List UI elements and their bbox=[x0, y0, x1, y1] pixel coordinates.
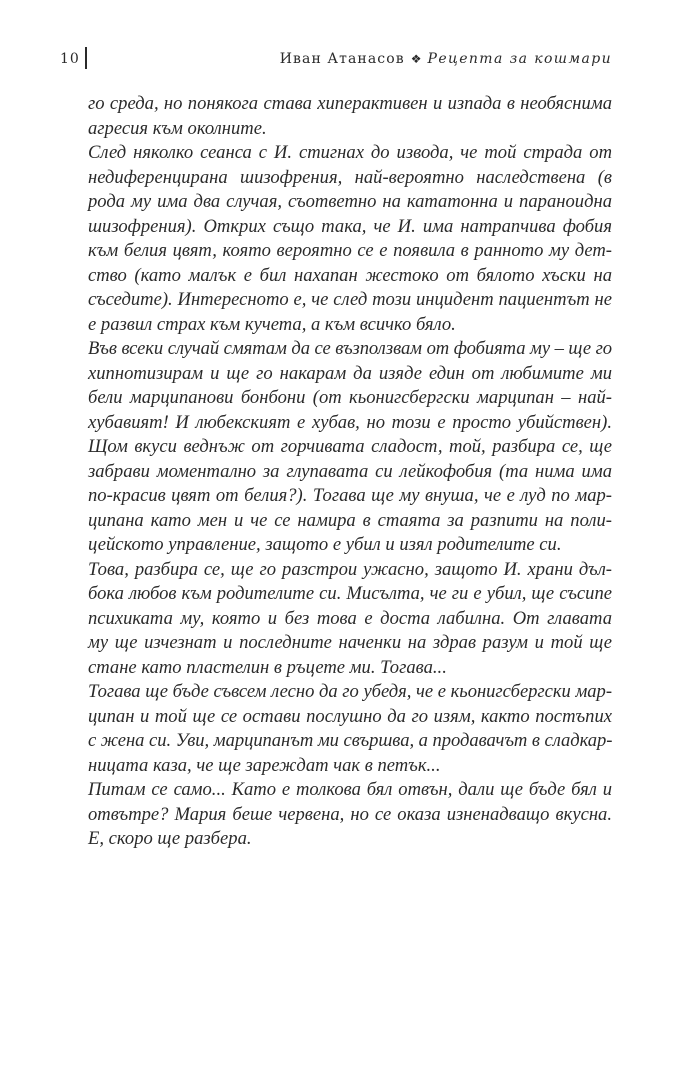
text-line: рода му има два случая, съответно на кататонна и параноидна bbox=[88, 191, 612, 212]
text-line: психиката му, която и без това е доста лабилна. От главата bbox=[88, 607, 612, 629]
header-divider bbox=[85, 47, 87, 69]
text-line: След няколко сеанса с И. стигнах до извода, че той страда от bbox=[88, 142, 612, 163]
running-head bbox=[280, 51, 612, 67]
text-line: Това, разбира се, ще го разстрои ужасно, защото И. храни дъл- bbox=[88, 558, 612, 580]
text-line: шизофрения). Открих също така, че И. има натрапчива фобия bbox=[88, 215, 612, 237]
text-line: отвътре? Мария беше червена, но се оказа изненадващо вкусна. bbox=[88, 803, 612, 825]
text-line: ципана като мен и че се намира в стаята за разпити на поли- bbox=[88, 509, 612, 531]
text-line: ципан и той ще се остави послушно да го изям, както постъпих bbox=[88, 705, 612, 727]
page-number: 10 bbox=[60, 51, 80, 67]
paragraph bbox=[88, 558, 612, 681]
text-line: по-красив цвят от белия?). Тогава ще му внуша, че е луд по мар- bbox=[88, 485, 612, 506]
text-line: агресия към околните. bbox=[88, 117, 267, 139]
text-line: Питам се само... Като е толкова бял отвън, дали ще бъде бял и bbox=[88, 779, 612, 800]
text-line: Във всеки случай смятам да се възползвам от фобията му – ще го bbox=[88, 338, 612, 359]
text-line: Щом вкуси веднъж от горчивата сладост, той, разбира се, ще bbox=[88, 436, 612, 457]
text-line: съседите). Интересното е, че след този инцидент пациентът не bbox=[88, 289, 612, 310]
paragraph bbox=[88, 778, 612, 852]
paragraph bbox=[88, 337, 612, 558]
paragraph bbox=[88, 680, 612, 778]
text-line: цейското управление, защото е убил и изял родителите си. bbox=[88, 534, 562, 555]
text-line: забрави моментално за глупавата си лейкофобия (та нима има bbox=[88, 460, 612, 482]
text-line: Е, скоро ще разбера. bbox=[88, 828, 252, 849]
text-line: му ще изчезнат и последните наченки на здрав разум и той ще bbox=[88, 632, 612, 653]
diamond-ornament-icon: ❖ bbox=[410, 52, 422, 66]
text-line: бели марципанови бонбони (от кьонигсбергски марципан – най- bbox=[88, 387, 612, 408]
text-line: с жена си. Уви, марципанът ми свършва, а продавачът в сладкар- bbox=[88, 730, 613, 751]
page-header bbox=[0, 47, 700, 71]
paragraph bbox=[88, 141, 612, 337]
text-line: е развил страх към кучета, а към всичко бяло. bbox=[88, 313, 456, 335]
text-line: недиференцирана шизофрения, най-вероятно наследствена (в bbox=[88, 166, 612, 188]
text-line: го среда, но понякога става хиперактивен и изпада в необяснима bbox=[88, 93, 612, 114]
text-line: към белия цвят, която вероятно се е появила в ранното му дет- bbox=[88, 240, 612, 261]
text-line: стане като пластелин в ръцете ми. Тогава... bbox=[88, 656, 447, 678]
text-line: хипнотизирам и ще го накарам да изяде един от любимите ми bbox=[88, 362, 612, 384]
text-line: хубавият! И любекският е хубав, но този е просто убийствен). bbox=[88, 411, 612, 433]
book-title: Рецепта за кошмари bbox=[427, 51, 612, 67]
text-line: бока любов към родителите си. Мисълта, че ги е убил, ще съсипе bbox=[88, 583, 612, 604]
body-text bbox=[88, 92, 612, 852]
text-line: Тогава ще бъде съвсем лесно да го убедя, че е кьонигсбергски мар- bbox=[88, 681, 612, 702]
text-line: ницата каза, че ще зареждат чак в петък... bbox=[88, 754, 441, 776]
text-line: ство (като малък е бил нахапан жестоко от бялото хъски на bbox=[88, 264, 612, 286]
paragraph bbox=[88, 92, 612, 141]
author-name: Иван Атанасов bbox=[279, 51, 405, 67]
